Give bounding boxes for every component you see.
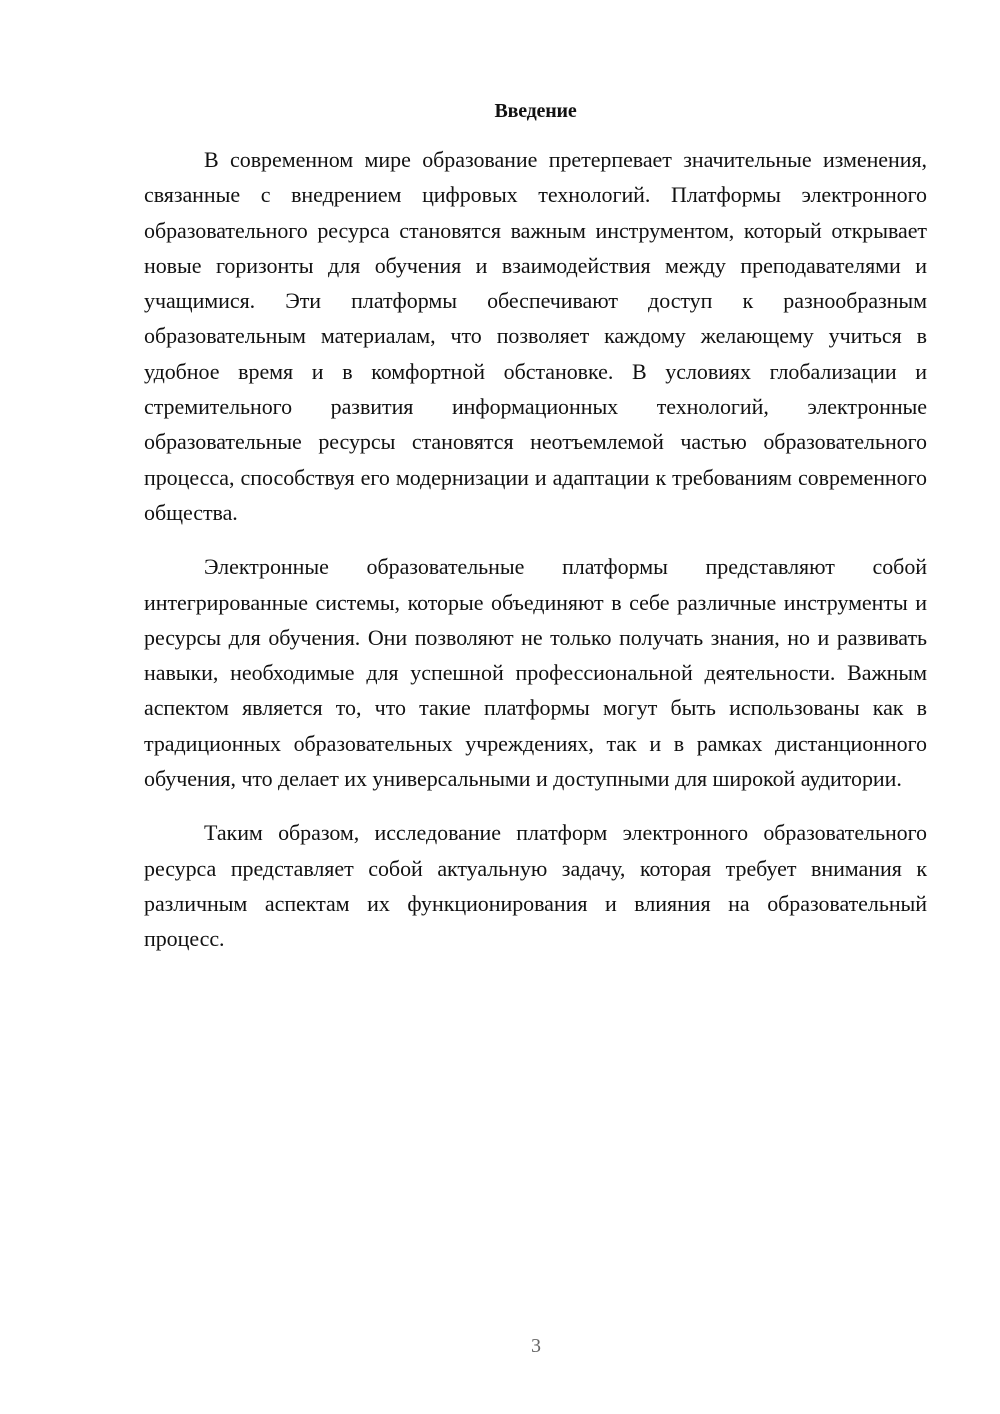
page-number: 3 (531, 1335, 541, 1357)
paragraph-intro: В современном мире образование претерпевает значительные изменения, связанные с внедрением цифровых технологий. Платформы электронного образовательного ресурса становятся важным инструментом, который открывает новые горизонты для обучения и взаимодействия между преподавателями и учащимися. Эти платформы обеспечивают доступ к разнообразным образовательным материалам, что позволяет каждому желающему учиться в удобное время и в комфортной обстановке. В условиях глобализации и стремительного развития информационных технологий, электронные образовательные ресурсы становятся неотъемлемой частью образовательного процесса, способствуя его модернизации и адаптации к требованиям современного общества. (144, 147, 927, 525)
paragraph-conclusion: Таким образом, исследование платформ электронного образовательного ресурса представляет собой актуальную задачу, которая требует внимания к различным аспектам их функционирования и влияния на образовательный процесс. (144, 820, 927, 952)
paragraph-platforms: Электронные образовательные платформы представляют собой интегрированные системы, которые объединяют в себе различные инструменты и ресурсы для обучения. Они позволяют не только получать знания, но и развивать навыки, необходимые для успешной профессиональной деятельности. Важным аспектом является то, что такие платформы могут быть использованы как в традиционных образовательных учреждениях, так и в рамках дистанционного обучения, что делает их универсальными и доступными для широкой аудитории. (144, 554, 927, 792)
body-text (144, 142, 927, 976)
section-title: Введение (494, 100, 577, 122)
